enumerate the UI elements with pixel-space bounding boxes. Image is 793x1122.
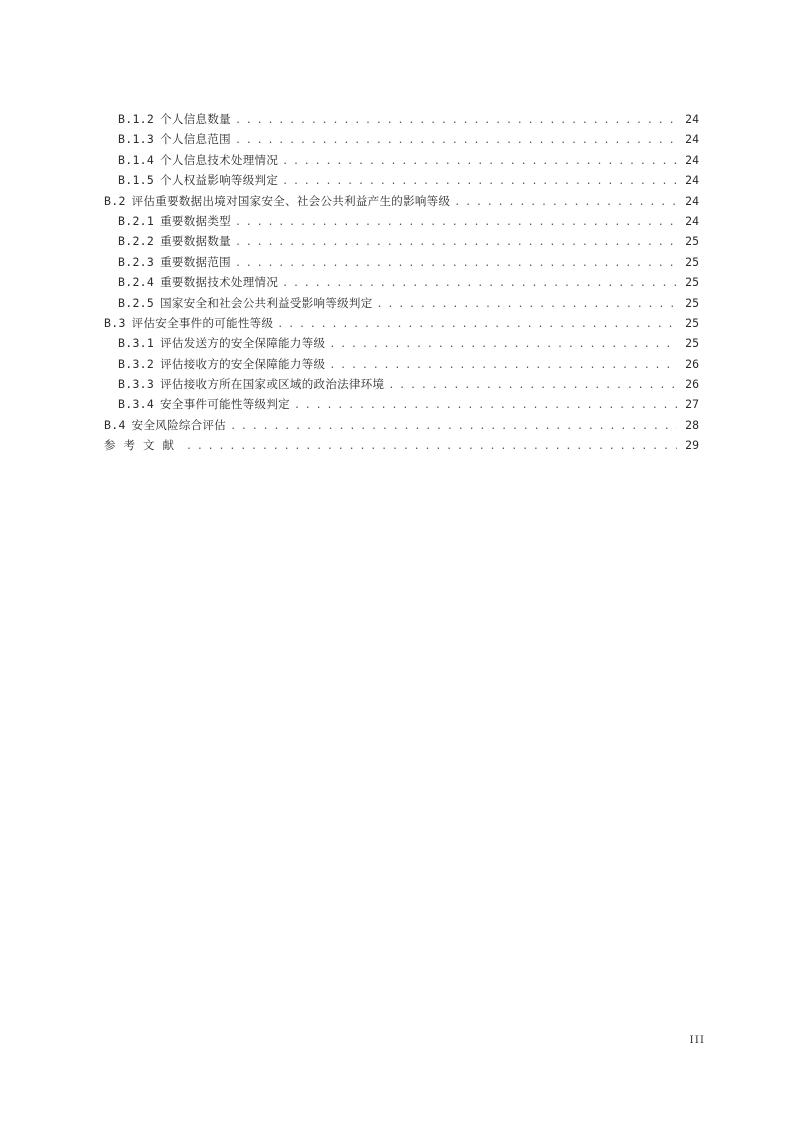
toc-entry-page: 29 [685, 438, 699, 453]
toc-entry-number: B.1.4 [118, 152, 155, 167]
toc-entry-number: B.2 [104, 193, 126, 208]
toc-entry[interactable] [104, 394, 699, 414]
toc-entry-page: 24 [685, 213, 699, 228]
page-number: III [689, 1034, 705, 1046]
dot-leader [235, 254, 677, 274]
toc-entry-page: 28 [685, 417, 699, 432]
toc-entry-page: 25 [685, 234, 699, 249]
dot-leader [230, 417, 677, 437]
toc-entry[interactable] [104, 211, 699, 231]
toc-entry-title: 评估发送方的安全保障能力等级 [160, 336, 326, 351]
dot-leader [454, 193, 677, 213]
toc-entry[interactable] [104, 333, 699, 353]
toc-entry-page: 27 [685, 397, 699, 412]
toc-entry-number: B.1.2 [118, 112, 155, 126]
toc-entry-number: B.1.5 [118, 173, 155, 188]
dot-leader [388, 376, 677, 396]
toc-entry[interactable] [104, 150, 699, 170]
toc-entry-number: B.2.4 [118, 275, 155, 290]
toc-entry-title: 评估安全事件的可能性等级 [131, 315, 274, 330]
toc-entry-number: B.3.3 [118, 377, 155, 392]
toc-entry-title: 安全事件可能性等级判定 [160, 397, 290, 412]
toc-entry-page: 26 [685, 356, 699, 371]
toc-entry-page: 25 [685, 275, 699, 290]
toc-entry[interactable] [104, 272, 699, 292]
toc-entry[interactable] [104, 415, 699, 435]
toc-entry[interactable] [104, 170, 699, 190]
dot-leader [282, 152, 677, 172]
toc-entry[interactable] [104, 293, 699, 313]
toc-entry-title: 参考文献 [104, 438, 182, 453]
toc-entry-title: 重要数据类型 [160, 213, 231, 228]
toc-entry-number: B.4 [104, 417, 126, 432]
toc-entry-page: 25 [685, 336, 699, 351]
toc-entry-number: B.1.3 [118, 132, 155, 147]
toc-entry-title: 重要数据技术处理情况 [160, 275, 279, 290]
dot-leader [329, 335, 677, 355]
toc-entry-number: B.3.4 [118, 397, 155, 412]
dot-leader [277, 315, 677, 335]
toc-entry-title: 安全风险综合评估 [131, 417, 227, 432]
dot-leader [235, 111, 677, 131]
toc-entry-number: B.3.2 [118, 356, 155, 371]
toc-entry-title: 重要数据范围 [160, 254, 231, 269]
toc-entry[interactable] [104, 109, 699, 129]
toc-entry[interactable] [104, 129, 699, 149]
toc-entry-title: 重要数据数量 [160, 234, 231, 249]
toc-entry-page: 24 [685, 152, 699, 167]
dot-leader [235, 213, 677, 233]
dot-leader [294, 396, 677, 416]
toc-entry-page: 24 [685, 132, 699, 147]
toc-entry-title: 评估重要数据出境对国家安全、社会公共利益产生的影响等级 [131, 193, 451, 208]
dot-leader [235, 131, 677, 151]
toc-entry-page: 25 [685, 295, 699, 310]
toc-entry-title: 国家安全和社会公共利益受影响等级判定 [160, 295, 373, 310]
toc-entry-page: 24 [685, 112, 699, 126]
dot-leader [329, 356, 677, 376]
toc-entry[interactable] [104, 313, 699, 333]
dot-leader [235, 233, 677, 253]
toc-entry-number: B.2.1 [118, 213, 155, 228]
toc-entry-page: 25 [685, 315, 699, 330]
toc-entry-number: B.3 [104, 315, 126, 330]
toc-entry-page: 24 [685, 193, 699, 208]
toc-entry-page: 25 [685, 254, 699, 269]
table-of-contents [104, 109, 699, 456]
toc-entry-title: 评估接收方的安全保障能力等级 [160, 356, 326, 371]
toc-entry[interactable] [104, 231, 699, 251]
toc-entry-title: 个人信息范围 [160, 132, 231, 147]
toc-entry[interactable] [104, 374, 699, 394]
toc-entry-title: 个人信息数量 [160, 112, 231, 126]
toc-entry-references[interactable] [104, 435, 699, 455]
toc-entry[interactable] [104, 191, 699, 211]
dot-leader [282, 274, 677, 294]
dot-leader [377, 295, 677, 315]
toc-entry[interactable] [104, 354, 699, 374]
toc-entry-number: B.2.3 [118, 254, 155, 269]
toc-entry-title: 评估接收方所在国家或区域的政治法律环境 [160, 377, 385, 392]
toc-entry-number: B.2.2 [118, 234, 155, 249]
toc-entry[interactable] [104, 252, 699, 272]
toc-entry-number: B.2.5 [118, 295, 155, 310]
toc-entry-page: 24 [685, 173, 699, 188]
toc-entry-title: 个人权益影响等级判定 [160, 173, 279, 188]
dot-leader [186, 437, 677, 457]
toc-entry-number: B.3.1 [118, 336, 155, 351]
dot-leader [282, 172, 677, 192]
toc-entry-title: 个人信息技术处理情况 [160, 152, 279, 167]
toc-entry-page: 26 [685, 377, 699, 392]
